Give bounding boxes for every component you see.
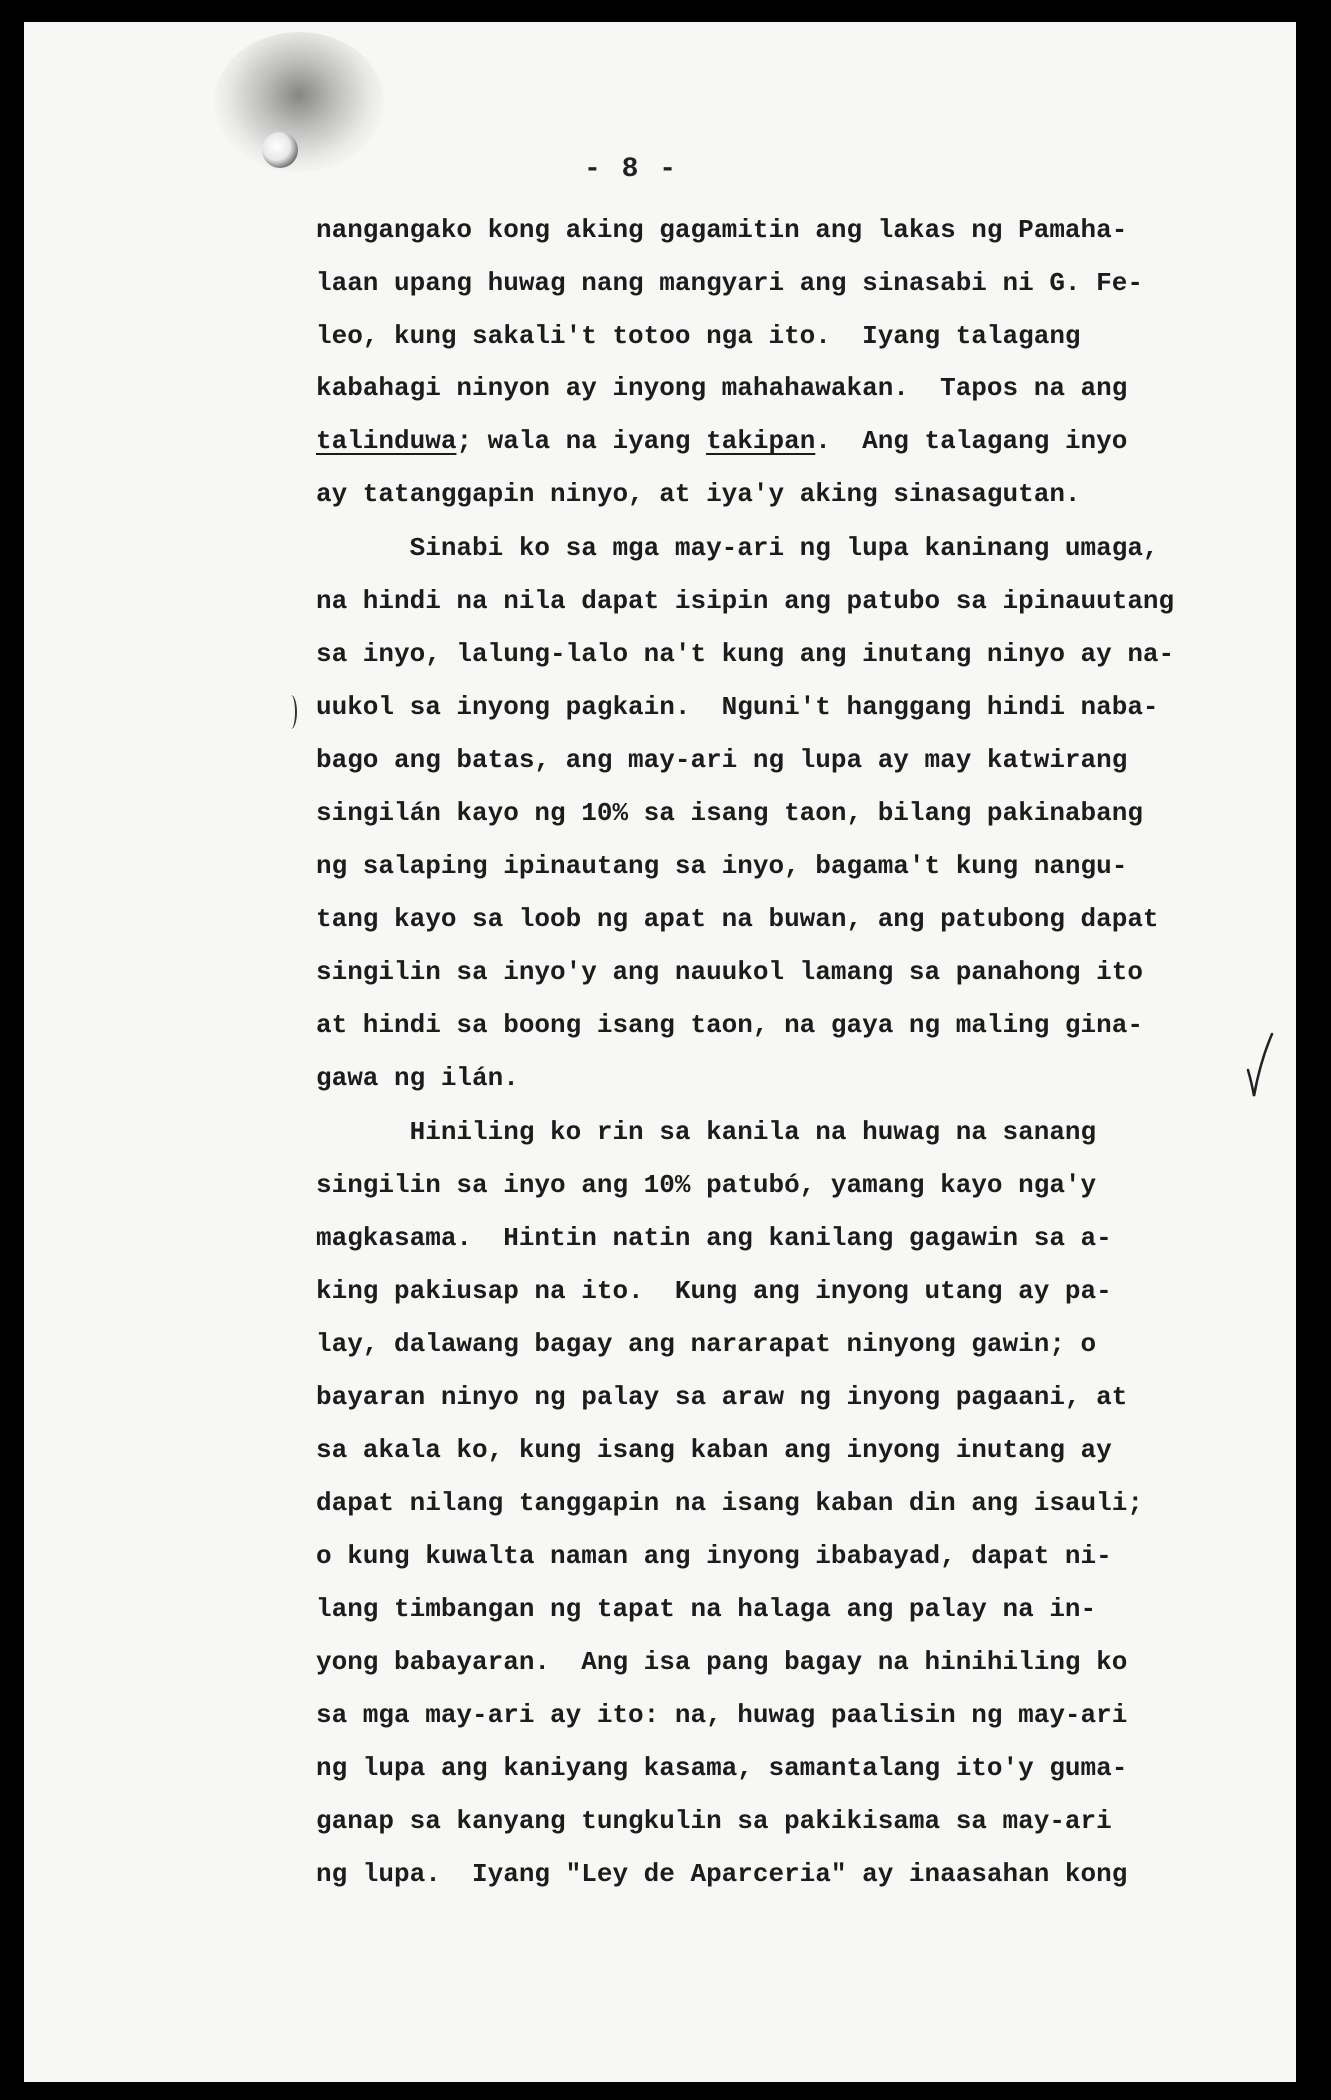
text-line: yong babayaran. Ang isa pang bagay na hinihiling ko xyxy=(316,1647,1128,1677)
text-line: Sinabi ko sa mga may-ari ng lupa kaninang umaga, xyxy=(316,533,1159,563)
text-line: sa inyo, lalung-lalo na't kung ang inutang ninyo ay na- xyxy=(316,639,1175,669)
text-line: na hindi na nila dapat isipin ang patubo sa ipinauutang xyxy=(316,586,1175,616)
text-line: ganap sa kanyang tungkulin sa pakikisama sa may-ari xyxy=(316,1806,1112,1836)
punch-hole xyxy=(262,132,298,168)
text-line xyxy=(316,425,1127,457)
text-line: singilin sa inyo ang 10% patubó, yamang kayo nga'y xyxy=(316,1170,1097,1200)
text-line: nangangako kong aking gagamitin ang lakas ng Pamaha- xyxy=(316,215,1128,245)
text-line: at hindi sa boong isang taon, na gaya ng maling gina- xyxy=(316,1010,1143,1040)
text-line: bago ang batas, ang may-ari ng lupa ay may katwirang xyxy=(316,745,1128,775)
text-line: sa akala ko, kung isang kaban ang inyong inutang ay xyxy=(316,1435,1112,1465)
text-line: leo, kung sakali't totoo nga ito. Iyang talagang xyxy=(316,321,1081,351)
check-mark-icon xyxy=(1244,1032,1274,1098)
text-line: ng lupa ang kaniyang kasama, samantalang ito'y guma- xyxy=(316,1753,1128,1783)
text-line: ng salaping ipinautang sa inyo, bagama't kung nangu- xyxy=(316,851,1128,881)
text-line: gawa ng ilán. xyxy=(316,1063,519,1093)
text-line: sa mga may-ari ay ito: na, huwag paalisin ng may-ari xyxy=(316,1700,1128,1730)
text-line: singilin sa inyo'y ang nauukol lamang sa panahong ito xyxy=(316,957,1143,987)
text-line: o kung kuwalta naman ang inyong ibabayad, dapat ni- xyxy=(316,1541,1112,1571)
text-line: singilán kayo ng 10% sa isang taon, bilang pakinabang xyxy=(316,798,1143,828)
text-line: Hiniling ko rin sa kanila na huwag na sanang xyxy=(316,1117,1097,1147)
text-line: magkasama. Hintin natin ang kanilang gagawin sa a- xyxy=(316,1223,1112,1253)
text-span: ; wala na iyang xyxy=(456,426,707,456)
text-line: king pakiusap na ito. Kung ang inyong utang ay pa- xyxy=(316,1276,1112,1306)
text-line: ay tatanggapin ninyo, at iya'y aking sinasagutan. xyxy=(316,479,1081,509)
text-line: ng lupa. Iyang "Ley de Aparceria" ay inaasahan kong xyxy=(316,1859,1128,1889)
underlined-word: talinduwa xyxy=(316,426,457,456)
text-line: lay, dalawang bagay ang nararapat ninyong gawin; o xyxy=(316,1329,1097,1359)
text-line: laan upang huwag nang mangyari ang sinasabi ni G. Fe- xyxy=(316,268,1143,298)
text-line: bayaran ninyo ng palay sa araw ng inyong pagaani, at xyxy=(316,1382,1128,1412)
text-line: dapat nilang tanggapin na isang kaban din ang isauli; xyxy=(316,1488,1143,1518)
text-span: . Ang talagang inyo xyxy=(815,426,1128,456)
text-line: tang kayo sa loob ng apat na buwan, ang patubong dapat xyxy=(316,904,1159,934)
underlined-word: takipan xyxy=(706,426,816,456)
margin-bracket-mark xyxy=(285,695,297,729)
ink-smudge xyxy=(214,32,384,172)
text-line: kabahagi ninyon ay inyong mahahawakan. Tapos na ang xyxy=(316,373,1128,403)
document-page xyxy=(24,22,1296,2082)
page-number: - 8 - xyxy=(584,154,679,185)
text-line: uukol sa inyong pagkain. Nguni't hanggang hindi naba- xyxy=(316,692,1159,722)
text-line: lang timbangan ng tapat na halaga ang palay na in- xyxy=(316,1594,1097,1624)
